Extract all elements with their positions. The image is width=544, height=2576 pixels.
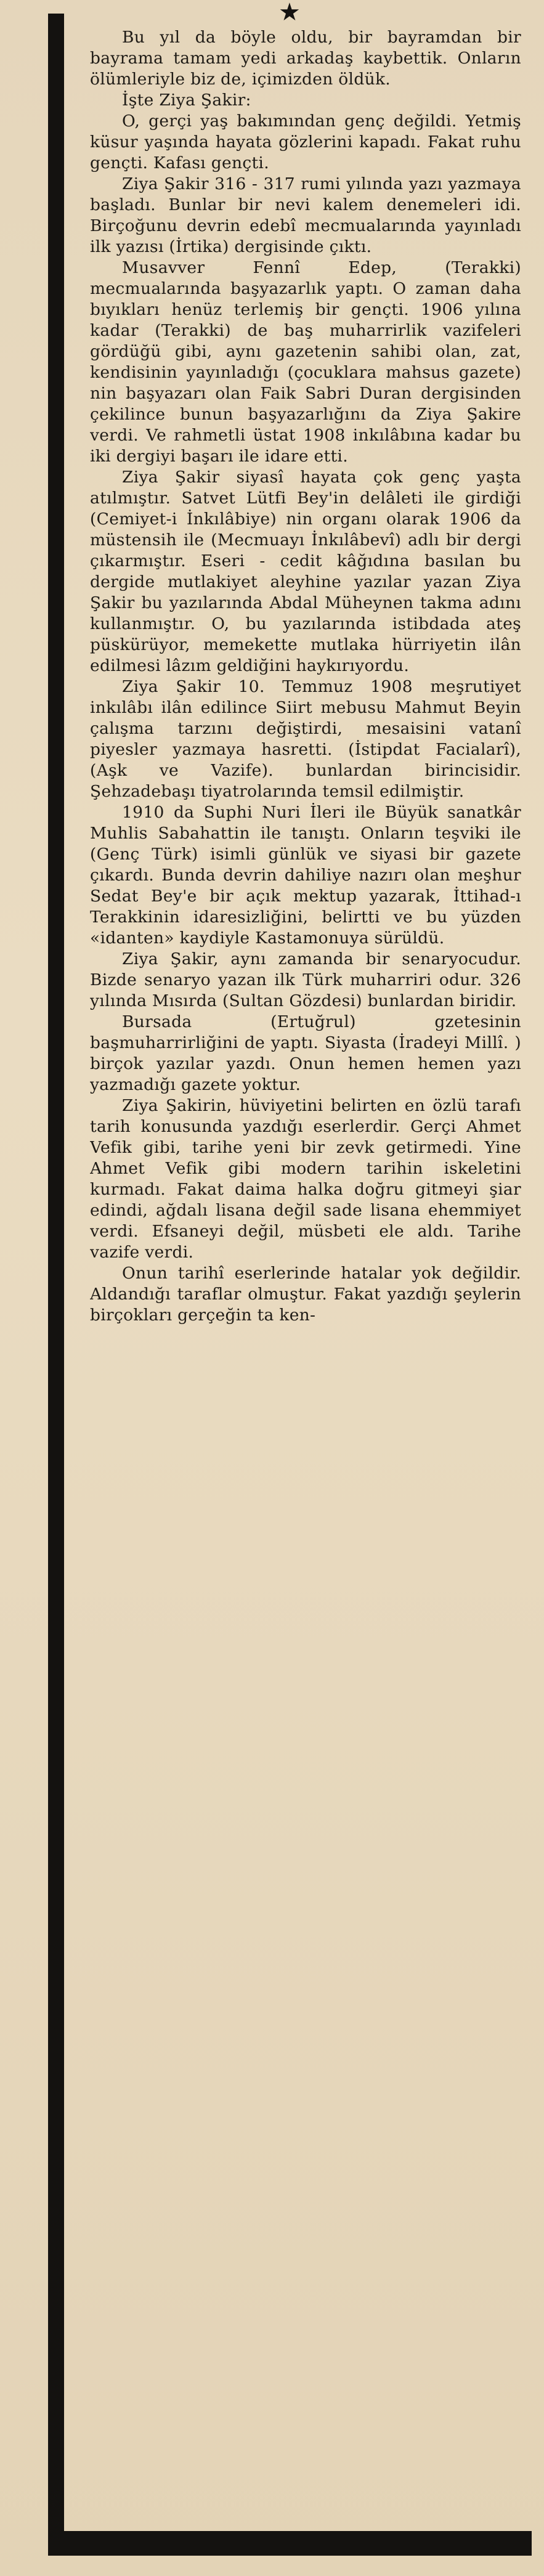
paragraph: 1910 da Suphi Nuri İleri ile Büyük sanatkâr Muhlis Sabahattin ile tanıştı. Onların teşviki ile (Genç Türk) isimli günlük ve siyasi bir gazete çıkardı. Bunda devrin dahiliye nazırı olan meşhur Sedat Bey'e bir açık mektup yazarak, İttihad-ı Terakkinin idaresizliğini, belirtti ve bu yüzden «idanten» kaydiyle Kastamonuya sürüldü.: [90, 803, 521, 948]
paragraph: Ziya Şakir siyasî hayata çok genç yaşta atılmıştır. Satvet Lütfi Bey'in delâleti ile girdiği (Cemiyet-i İnkılâbiye) nin organı olarak 1906 da müstensih ile (Mecmuayı İnkılâbevî) adlı bir dergi çıkarmıştır. Eseri - cedit kâğıdına basılan bu dergide mutlakiyet aleyhine yazılar yazan Ziya Şakir bu yazılarında Abdal Müheynen takma adını kullanmıştır. O, bu yazılarında istibdada ateş püskürüyor, memekette mutlaka hürriyetin ilân edilmesi lâzım geldiğini haykırıyordu.: [90, 468, 521, 675]
paragraph: O, gerçi yaş bakımından genç değildi. Yetmiş küsur yaşında hayata gözlerini kapadı. Fakat ruhu gençti. Kafası gençti.: [90, 112, 521, 173]
paragraph: Ziya Şakirin, hüviyetini belirten en özlü tarafı tarih konusunda yazdığı eserlerdir. Gerçi Ahmet Vefik gibi, tarihe yeni bir zevk getirmedi. Yine Ahmet Vefik gibi modern tarihin iskeletini kurmadı. Fakat daima halka doğru gitmeyi şiar edindi, ağdalı lisana değil sade lisana ehemmiyet verdi. Efsaneyi değil, müsbeti ele aldı. Tarihe vazife verdi.: [90, 1096, 521, 1262]
star-ornament: ★: [278, 0, 301, 26]
paragraph: Ziya Şakir 10. Temmuz 1908 meşrutiyet inkılâbı ilân edilince Siirt mebusu Mahmut Beyin çalışma tarzını değiştirdi, mesaisini vatanî piyesler yazmaya hasretti. (İstipdat Facialarî), (Aşk ve Vazife). bunlardan birincisidir. Şehzadebaşı tiyatrolarında temsil edilmiştir.: [90, 677, 521, 801]
paragraph: Onun tarihî eserlerinde hatalar yok değildir. Aldandığı taraflar olmuştur. Fakat yazdığı şeylerin birçokları gerçeğin ta ken-: [90, 1264, 521, 1325]
paragraph: Musavver Fennî Edep, (Terakki) mecmualarında başyazarlık yaptı. O zaman daha bıyıkları henüz terlemiş bir gençti. 1906 yılına kadar (Terakki) de baş muharrirlik vazifeleri gördüğü gibi, aynı gazetenin sahibi olan, zat, kendisinin yayınladığı (çocuklara mahsus gazete) nin başyazarı olan Faik Sabri Duran dergisinden çekilince bunun başyazarlığını da Ziya Şakire verdi. Ve rahmetli üstat 1908 inkılâbına kadar bu iki dergiyi başarı ile idare etti.: [90, 258, 521, 466]
paragraph: Bu yıl da böyle oldu, bir bayramdan bir bayrama tamam yedi arkadaş kaybettik. Onların ölümleriyle biz de, içimizden öldük.: [90, 28, 521, 89]
paragraph: Ziya Şakir, aynı zamanda bir senaryocudur. Bizde senaryo yazan ilk Türk muharriri odur. 326 yılında Mısırda (Sultan Gözdesi) bunlardan biridir.: [90, 949, 521, 1010]
bottom-column-rule: [48, 2531, 532, 2556]
left-column-rule: [48, 14, 64, 2556]
paragraph: İşte Ziya Şakir:: [122, 91, 251, 110]
paragraph: Bursada (Ertuğrul) gzetesinin başmuharrirliğini de yaptı. Siyasta (İradeyi Millî. ) birçok yazılar yazdı. Onun hemen hemen yazı yazmadığı gazete yoktur.: [90, 1012, 521, 1094]
article-column: [90, 27, 521, 2522]
paragraph: Ziya Şakir 316 - 317 rumi yılında yazı yazmaya başladı. Bunlar bir nevi kalem denemeleri idi. Birçoğunu devrin edebî mecmualarında yayınladı ilk yazısı (İrtika) dergisinde çıktı.: [90, 174, 521, 256]
